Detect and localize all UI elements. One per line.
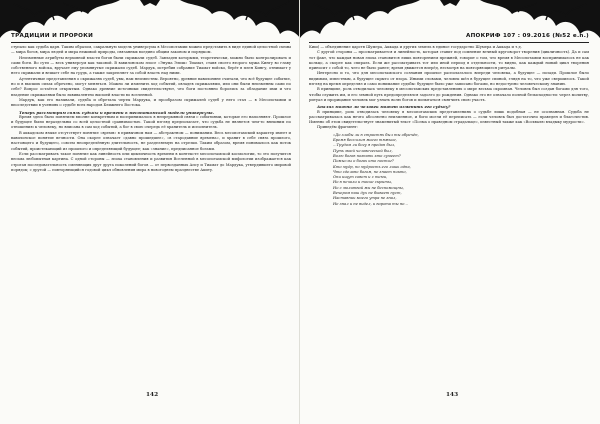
ornament-right — [300, 0, 600, 46]
poem-line: Наставник моего утра не знал, — [333, 196, 397, 201]
paragraph: Неизменные атрибуты верховной власти богов были скрижали судеб. Завладев которыми, теоретически, можно было контролировать и сами боги. Во сути — весь универсум как таковой. В вавилонском эпосе «Энума Элиш» Тиамат, ставя своего второго мужа Кингу во главу собственного войска, вручает ему упомянутые скрижали судеб. Мардук, истребив собрание Тиамат войско, берёт в плен Кингу, отнимает у него скрижали и вешает себе на грудь, а также закрепляет за собой власть над ними. — [11, 55, 291, 76]
page-number: 142 — [146, 392, 159, 398]
poem-line: Не знал и не видел, и ворота ты не... — [333, 201, 408, 206]
poem-line: ...Трудом ли богу я предан был, — [333, 143, 396, 148]
poem-line: Кто мудр, но мудрость его лишь одна, — [333, 164, 411, 169]
poem-line: Бремя бессилия моего тяжкое, — [333, 138, 397, 143]
ornament-left — [0, 0, 300, 46]
section-subhead: Анализ можно ли человек может изменить его судьбу? — [317, 104, 451, 110]
running-header: ТРАДИЦИИ И ПРОРОКИ — [11, 33, 94, 39]
poem-line: Что сделано богом, не знает никто, — [333, 169, 407, 174]
paragraph: Интересно и то, что для месопотамского сознания прошлое располагалось впереди человека, а будущее — позади. Прошлое было видимым, известным, а будущее скрыто от взора. Иными словами, человек шёл в будущее спиной, глядя на то, что уже свершилось. Такой взгляд на время определял и само понимание судьбы: будущее было уже записано богами, но недоступно человеческому знанию. — [309, 71, 589, 87]
poem-line: Вечером наш дух не бывает пуст, — [333, 191, 402, 196]
paragraph: Мардук, как его называли, судьба и обретала черты Мардука, и прообразом скрижалей судеб у него стал — в Месопотамии и впоследствии в учениях о судьбе всех народов Ближнего Востока. — [11, 97, 291, 108]
text-column — [11, 45, 291, 385]
paragraph: В принципе, роль отводилась человеку в месопотамских представлениях о мире весьма скромная. Человек был создан богами для того, чтобы служить им, и его земной путь предопределялся задолго до рождения. Однако это не означало полной безысходности: через молитву, ритуал и прорицание человек мог узнать волю богов и попытаться смягчить свою участь. — [309, 87, 589, 102]
running-header: АПОКРИФ 107 : 09.2016 (№52 e.n.) — [465, 33, 589, 39]
poem-line: Но с молитвой мы не беспомощны, — [333, 185, 404, 190]
paragraph: ступало как судьба царя. Таким образом, сакральную модель универсума в Месопотамии можно представить в виде единой целостной схемы — мира богов, мира людей и мира неживой природы, связанных воедино общим законом и порядком. — [11, 45, 291, 55]
poem-line: Помыслы о богах кто постиг? — [333, 159, 394, 164]
paragraph: Приведём фрагмент: — [317, 125, 358, 130]
paragraph: Киш) — объединение царств Шумера, Аккада и других земель в единое государство Шумера и Аккада и т.д. — [309, 45, 522, 49]
poem-line: Но в печали и тоске скрыты, — [333, 180, 393, 185]
poem-excerpt — [333, 133, 589, 207]
paragraph: С другой стороны — просматривается и линейность, которая ставит под сомнение вечный круговорот творения (цикличность). Да и сам тот факт, что каждая новая эпоха становится лишь повторением прежней, говорит о том, что время в Месопотамии воспринималось не как кольцо, а скорее как спираль. Если же рассматривать тот или иной период в отдельности, то видно, как каждый новый цикл творения приносит с собой то, чего не было ранее; время движется вперёд, несмотря на повторяющиеся ритуалы. — [309, 50, 589, 71]
page-number: 143 — [446, 392, 459, 398]
paragraph: В принципе, роль отводилась человеку в месопотамских представлениях о судьбе лишь подобная — не осознанная. Судьба не рассматривалась как нечто абсолютно неизменное, и боги могли её переписать — если человек был достаточно праведен и благочестив. Именно об этом свидетельствует знаменитый текст «Поэма о праведном страдальце», известный также как «Восхвалю владыку мудрости». — [309, 109, 589, 125]
section-subhead: Теперь рассмотрим связь судьбы и времени в месопотамской модели универсума. — [19, 109, 215, 115]
right-page — [300, 0, 600, 424]
poem-line: Путь моей человеческой был, — [333, 148, 393, 153]
paragraph: Если рассматривать такое понятие как линейность или цикличность времени в контексте месопотамской космологии, то это получится весьма любопытная картина. С одной стороны — эпоха становления и развития Вселенной в месопотамской мифологии изображается как строгая последовательность сменяющих друг друга поколений богов — от первозданных Апсу и Тиамат до Мардука, утвердившего мировой порядок; с другой — повторяющийся годовой цикл обновления мира в новогоднем празднестве Акиту. — [11, 151, 291, 172]
poem-line: Волю богов познать кто сумеет? — [333, 153, 401, 158]
header-rule — [309, 42, 589, 43]
paragraph: Время здесь было понятием вполне конкретным и воспринималось в непрерывной связи с событиями, которые его наполняют. Прошлое и будущее были нераздельны со всей целостной сравнимостью. Такой взгляд предполагает, что судьба не является чем-то внешним по отношению к человеку, но вписана в сам ход событий, а бог в свою очередь её хранитель и исполнитель. — [11, 114, 291, 130]
header-rule — [11, 42, 290, 43]
paragraph: Аутентичные представления о скрижалях судеб, увы, нам неизвестны. Вероятно, древние вавилоняне считали, что всё будущее событие, но и в высших силах обречено, могут меняться. Можно ли изменить ход событий, овладев скрижалями, или они были неизменны сами по себе? Вопрос остаётся открытым. Однако древние источники свидетельствуют, что боги постоянно боролись за обладание ими и что владение скрижалями было эквивалентно высшей власти во вселенной. — [11, 76, 291, 97]
text-column — [309, 45, 589, 385]
poem-line: «До злобы ли в страстях был ты обречён, — [333, 132, 419, 137]
poem-line: Они ищут совет и с теми, — [333, 175, 388, 180]
paragraph: В аккадском языке отсутствует понятие «время» в привычном нам — абстрактном — понимании. Весь месопотамский характер имеет и вавилонское понятие вечности. Она скорее означает «давно прошедшее», «в стародавние времена», и хранит в себе связь прошлого, настоящего и будущего, совсем неопределённую длительность, не разделяемую на отрезки. Таким образом, время понималось как поток событий, проистекающий из прошлого и определяющий будущее; как «знание», предписанное богами. — [11, 130, 291, 151]
